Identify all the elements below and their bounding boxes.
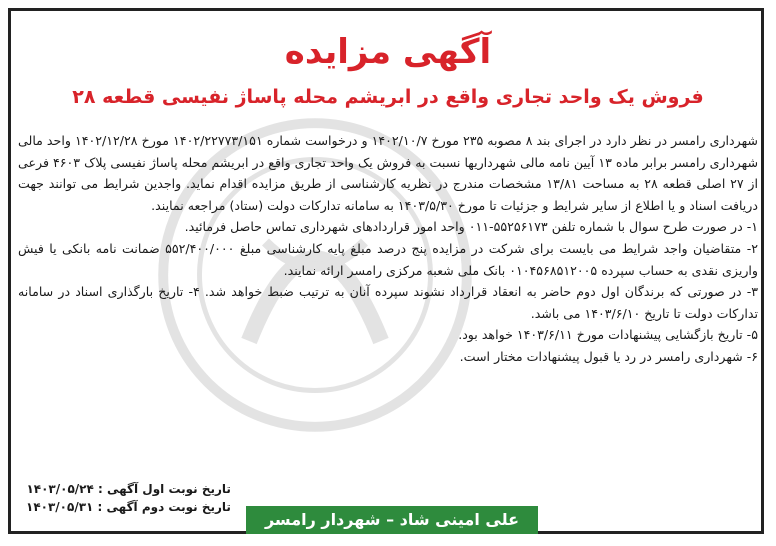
publish-date-first: تاریخ نوبت اول آگهی : ۱۴۰۳/۰۵/۲۴ [26, 482, 231, 496]
notice-item-1: ۱- در صورت طرح سوال با شماره تلفن ۵۵۲۵۶۱۷۳-۰۱۱ واحد امور قراردادهای شهرداری تماس حاصل فرمائید. [184, 219, 758, 235]
notice-item-2: ۲- متقاضیان واجد شرایط می بایست برای شرکت در مزایده پنج درصد مبلغ پایه کارشناسی مبلغ ۵۵۲/۴۰۰/۰۰۰ ضمانت نامه بانکی یا فیش واریزی نقدی به حساب سپرده ۰۱۰۴۵۶۸۵۱۲۰۰۵ بانک ملی شعبه مرکزی رامسر ارائه نمایند. [18, 240, 759, 278]
notice-item-6: ۶- شهرداری رامسر در رد یا قبول پیشنهادات مختار است. [459, 348, 758, 364]
publish-date-second: تاریخ نوبت دوم آگهی : ۱۴۰۳/۰۵/۳۱ [26, 500, 231, 514]
notice-intro: شهرداری رامسر در نظر دارد در اجرای بند ۸ مصوبه ۲۳۵ مورخ ۱۴۰۲/۱۰/۷ و درخواست شماره ۱۴۰۲/۲۲۷۷۳/۱۵۱ مورخ ۱۴۰۲/۱۲/۲۸ واحد مالی شهرداری رامسر برابر ماده ۱۳ آیین نامه مالی شهرداریها نسبت به فروش یک واحد تجاری واقع در ابریشم محله پاساژ نفیسی پلاک ۴۶۰۳ فرعی از ۲۷ اصلی قطعه ۲۸ به مساحت ۱۳/۸۱ مشخصات مندرج در نظریه کارشناسی از طریق مزایده اقدام نماید. واجدین شرایط می توانند جهت دریافت اسناد و یا اطلاع از سایر شرایط و جزئیات تا مورخ ۱۴۰۳/۵/۳۰ به سامانه تدارکات دولت (ستاد) مراجعه نمایند. [18, 133, 758, 213]
notice-body [18, 130, 758, 368]
notice-title: آگهی مزایده [284, 32, 492, 72]
notice-item-5: ۵- تاریخ بازگشایی پیشنهادات مورخ ۱۴۰۳/۶/۱۱ خواهد بود. [458, 327, 758, 343]
mayor-signature: علی امینی شاد – شهردار رامسر [246, 506, 538, 534]
notice-item-3: ۳- در صورتی که برندگان اول دوم حاضر به انعقاد قرارداد نشوند سپرده آنان به ترتیب ضبط خواهد شد. ۴- تاریخ بارگذاری اسناد در سامانه تدارکات دولت تا تاریخ ۱۴۰۳/۶/۱۰ می باشد. [18, 284, 759, 321]
publish-dates [26, 480, 231, 516]
notice-subtitle: فروش یک واحد تجاری واقع در ابریشم محله پاساژ نفیسی قطعه ۲۸ [72, 86, 704, 108]
